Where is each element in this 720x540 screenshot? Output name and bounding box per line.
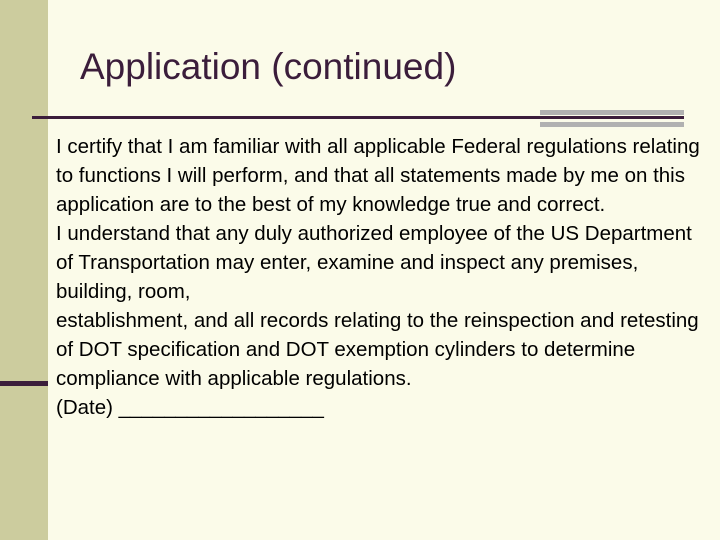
sidebar-accent-line xyxy=(0,381,48,386)
title-rule xyxy=(32,116,684,119)
inspection-paragraph: I understand that any duly authorized employee of the US Department of Transportation may enter, examine and inspect any premises, building, room, xyxy=(56,222,692,303)
date-signature-line: (Date) __________________ xyxy=(56,396,324,419)
records-paragraph: establishment, and all records relating to the reinspection and retesting of DOT specification and DOT exemption cylinders to determine compliance with applicable regulations. xyxy=(56,309,699,390)
certify-paragraph: I certify that I am familiar with all applicable Federal regulations relating to functions I will perform, and that all statements made by me on this application are to the best of my knowledge true and correct. xyxy=(56,135,700,216)
left-sidebar-band xyxy=(0,0,48,540)
slide-title: Application (continued) xyxy=(80,46,457,87)
title-rule-gray-top xyxy=(540,110,684,115)
title-rule-gray-bottom xyxy=(540,122,684,127)
slide-body xyxy=(56,132,706,422)
